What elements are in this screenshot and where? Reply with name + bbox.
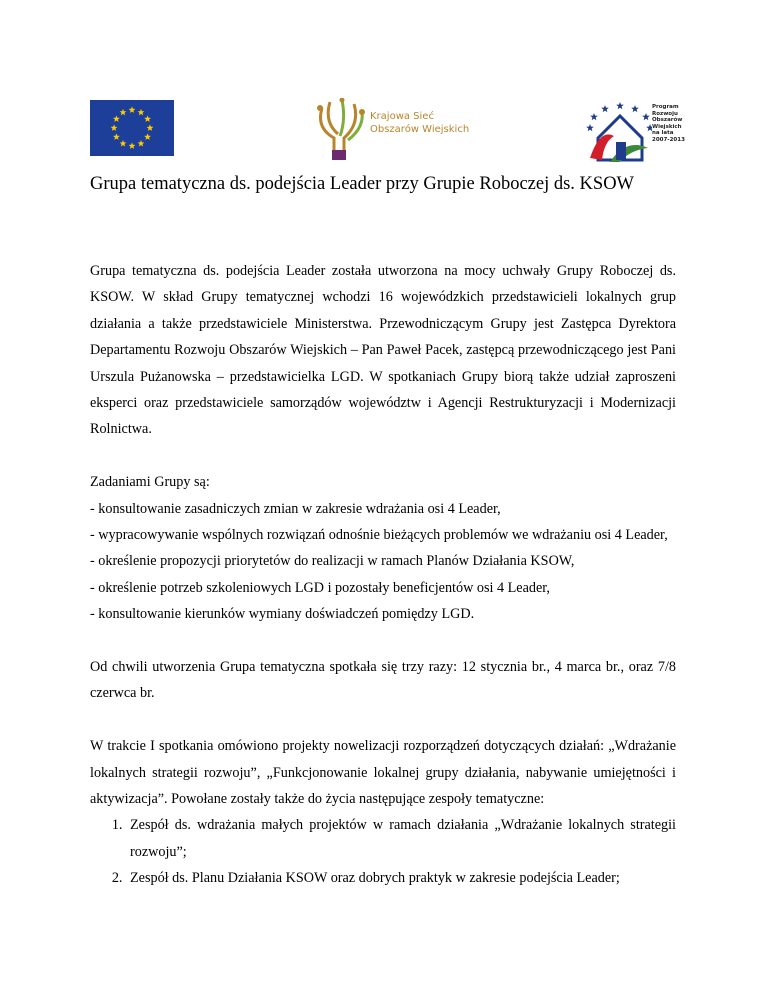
task-item: - określenie potrzeb szkoleniowych LGD i pozostały beneficjentów osi 4 Leader, (90, 579, 550, 596)
eu-flag-logo (90, 100, 174, 156)
star-icon (631, 105, 639, 112)
ksow-logo (312, 98, 492, 162)
teams-list (90, 812, 676, 891)
document-title: Grupa tematyczna ds. podejścia Leader przy Grupie Roboczej ds. KSOW (90, 174, 635, 194)
intro-paragraph: Grupa tematyczna ds. podejścia Leader została utworzona na mocy uchwały Grupy Roboczej ds. KSOW. W skład Grupy tematycznej wchodzi 16 wojewódzkich przedstawicieli lokalnych grup działania a także przedstawiciele Ministerstwa. Przewodniczącym Grupy jest Zastępca Dyrektora Departamentu Rozwoju Obszarów Wiejskich – Pan Paweł Pacek, zastępcą przewodniczącego jest Pani Urszula Pużanowska – przedstawicielka LGD. W spotkaniach Grupy biorą także udział zaproszeni eksperci oraz przedstawiciele samorządów województw i Agencji Restrukturyzacji i Modernizacji Rolnictwa. (90, 263, 676, 438)
prow-line: Rozwoju (652, 110, 678, 117)
prow-emblem-icon (580, 98, 652, 164)
team-item: 1. Zespół ds. wdrażania małych projektów w ramach działania „Wdrażanie lokalnych strategii rozwoju”; (126, 812, 676, 865)
team-item: 2. Zespół ds. Planu Działania KSOW oraz dobrych praktyk w zakresie podejścia Leader; (126, 865, 676, 891)
logo-bar (0, 98, 768, 168)
tasks-heading: Zadaniami Grupy są: (90, 474, 210, 491)
document-body (90, 258, 676, 892)
star-icon (642, 113, 650, 120)
ksow-logo-line1: Krajowa Sieć (370, 111, 434, 122)
task-item: - konsultowanie kierunków wymiany doświadczeń pomiędzy LGD. (90, 606, 475, 623)
ksow-tree-icon (312, 98, 370, 162)
prow-line: Wiejskich (652, 123, 682, 130)
prow-line: na lata 2007-2013 (652, 130, 685, 143)
ksow-logo-line2: Obszarów Wiejskich (370, 124, 470, 135)
task-item: - wypracowywanie wspólnych rozwiązań odnośnie bieżących problemów we wdrażaniu osi 4 Leader, (90, 527, 668, 544)
star-icon (601, 105, 609, 112)
meetings-paragraph: Od chwili utworzenia Grupa tematyczna spotkała się trzy razy: 12 stycznia br., 4 marca br., oraz 7/8 czerwca br. (90, 659, 676, 702)
task-item: - określenie propozycji priorytetów do realizacji w ramach Planów Działania KSOW, (90, 553, 575, 570)
task-item: - konsultowanie zasadniczych zmian w zakresie wdrażania osi 4 Leader, (90, 500, 501, 517)
star-icon (590, 113, 598, 120)
prow-line: Obszarów (652, 117, 683, 123)
first-meeting-paragraph: W trakcie I spotkania omówiono projekty nowelizacji rozporządzeń dotyczących działań: „Wdrażanie lokalnych strategii rozwoju”, „Funkcjonowanie lokalnej grupy działania, nabywanie umiejętności i aktywizacja”. Powołane zostały także do życia następujące zespoły tematyczne: (90, 738, 676, 808)
prow-logo (580, 98, 690, 164)
prow-line: Program (652, 104, 679, 110)
prow-logo-text (652, 104, 692, 143)
star-icon (616, 102, 624, 109)
star-icon (586, 124, 594, 131)
